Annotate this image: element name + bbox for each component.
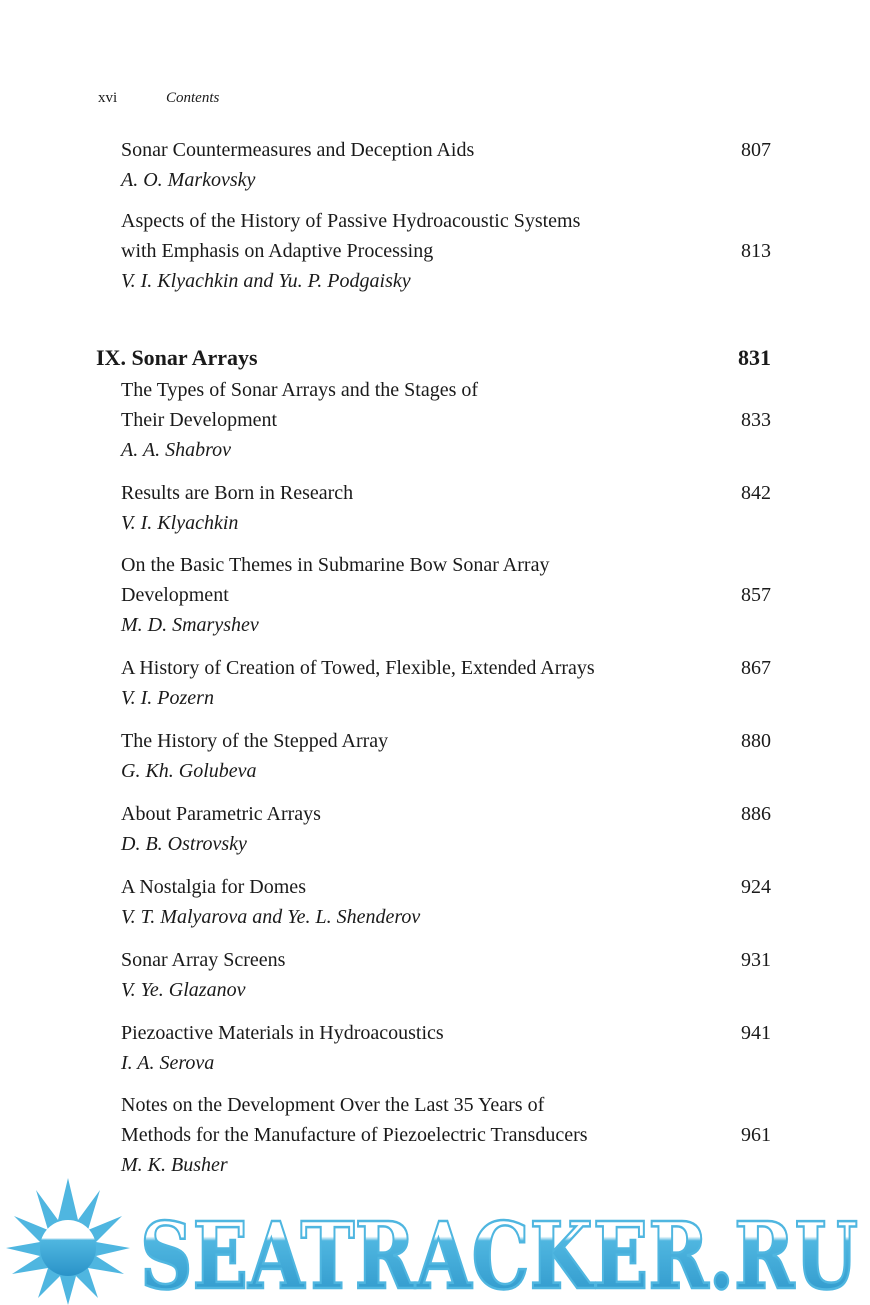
toc-entry[interactable] (121, 206, 771, 296)
toc-entry-page: 924 (741, 876, 771, 898)
toc-entry-page: 867 (741, 657, 771, 679)
toc-entry[interactable] (121, 550, 771, 640)
toc-entry-title-line: with Emphasis on Adaptive Processing 813 (121, 236, 771, 266)
toc-entry-title-line: About Parametric Arrays 886 (121, 799, 771, 829)
toc-entry[interactable] (121, 375, 771, 465)
toc-entry-author: G. Kh. Golubeva (121, 760, 257, 782)
toc-entry[interactable] (121, 135, 771, 195)
watermark-text: SEATRACKER.RU (140, 1202, 858, 1305)
toc-entry-author: V. Ye. Glazanov (121, 979, 246, 1001)
toc-entry-page: 833 (741, 409, 771, 431)
toc-entry-title-line: A Nostalgia for Domes 924 (121, 872, 771, 902)
toc-entry-author: V. I. Pozern (121, 687, 214, 709)
part-label: IX. Sonar Arrays (96, 345, 258, 370)
toc-entry-author: M. K. Busher (121, 1154, 228, 1176)
toc-entry-author: M. D. Smaryshev (121, 614, 259, 636)
part-heading[interactable] (96, 343, 771, 373)
toc-entry-title-line: Aspects of the History of Passive Hydroacoustic Systems (121, 210, 581, 232)
toc-entry[interactable] (121, 1018, 771, 1078)
toc-entry-page: 857 (741, 584, 771, 606)
toc-entry-title-line: The History of the Stepped Array 880 (121, 726, 771, 756)
toc-entry[interactable] (121, 872, 771, 932)
toc-entry[interactable] (121, 945, 771, 1005)
toc-entry-page: 886 (741, 803, 771, 825)
part-page: 831 (738, 345, 771, 370)
toc-entry-title-line: A History of Creation of Towed, Flexible, Extended Arrays 867 (121, 653, 771, 683)
toc-entry-page: 931 (741, 949, 771, 971)
toc-entry-page: 807 (741, 139, 771, 161)
toc-entry-title-line: The Types of Sonar Arrays and the Stages of (121, 379, 479, 401)
toc-entry-author: V. I. Klyachkin (121, 512, 239, 534)
toc-entry-title-line: Results are Born in Research 842 (121, 478, 771, 508)
toc-entry-author: D. B. Ostrovsky (121, 833, 247, 855)
toc-entry[interactable] (121, 799, 771, 859)
watermark (0, 1168, 870, 1305)
toc-entry[interactable] (121, 478, 771, 538)
toc-entry[interactable] (121, 653, 771, 713)
toc-entry[interactable] (121, 1090, 771, 1180)
toc-entry-title-line: On the Basic Themes in Submarine Bow Sonar Array (121, 554, 550, 576)
toc-entry-page: 842 (741, 482, 771, 504)
toc-entry-author: V. T. Malyarova and Ye. L. Shenderov (121, 906, 421, 928)
toc-entry-page: 813 (741, 240, 771, 262)
toc-entry-page: 941 (741, 1022, 771, 1044)
toc-entry-title-line: Sonar Array Screens 931 (121, 945, 771, 975)
toc-entry-title-line: Development 857 (121, 580, 771, 610)
toc-entry-title-line: Piezoactive Materials in Hydroacoustics 941 (121, 1018, 771, 1048)
toc-entry-page: 961 (741, 1124, 771, 1146)
sun-icon (6, 1178, 130, 1305)
toc-entry-author: V. I. Klyachkin and Yu. P. Podgaisky (121, 270, 411, 292)
toc-entry-title-line: Methods for the Manufacture of Piezoelectric Transducers 961 (121, 1120, 771, 1150)
running-head-title: Contents (166, 90, 220, 106)
page-folio: xvi (98, 90, 118, 106)
toc-entry[interactable] (121, 726, 771, 786)
toc-entry-title-line: Their Development 833 (121, 405, 771, 435)
running-head (98, 88, 219, 108)
toc-entry-page: 880 (741, 730, 771, 752)
toc-entry-author: A. A. Shabrov (121, 439, 231, 461)
toc-entry-title-line: Sonar Countermeasures and Deception Aids 807 (121, 135, 771, 165)
toc-entry-title-line: Notes on the Development Over the Last 35 Years of (121, 1094, 545, 1116)
toc-entry-author: A. O. Markovsky (121, 169, 256, 191)
toc-entry-author: I. A. Serova (121, 1052, 215, 1074)
